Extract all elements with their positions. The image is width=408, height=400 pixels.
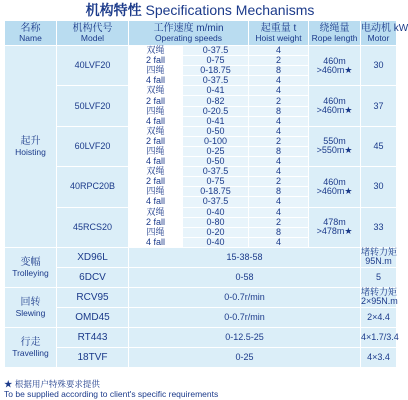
- category-hoisting: [5, 46, 57, 248]
- fall-label: 4 fall: [129, 116, 183, 126]
- weight-value: 8: [249, 227, 309, 237]
- fall-label: 2 fall: [129, 217, 183, 227]
- header-model: 机构代号 Model: [57, 21, 129, 46]
- speed-value: 0-75: [183, 56, 249, 66]
- speed-value: 0-41: [183, 86, 249, 96]
- rope-standard: 460m: [323, 55, 346, 66]
- model-code: 18TVF: [57, 347, 129, 367]
- category-zh: 起升: [20, 135, 41, 147]
- model-code: 40LVF20: [57, 46, 129, 86]
- speed-value: 0-37.5: [183, 197, 249, 207]
- rope-standard: 550m: [323, 136, 346, 147]
- motor-info: [361, 347, 397, 367]
- speed-value: 0-20.5: [183, 106, 249, 116]
- fall-label: 双绳: [129, 86, 183, 96]
- category-en: Trolleying: [12, 267, 49, 278]
- speed-value: 0-40: [183, 207, 249, 217]
- trolleying-row: [5, 267, 397, 287]
- rope-optional: >478m★: [316, 226, 353, 237]
- weight-value: 2: [249, 96, 309, 106]
- model-code: 50LVF20: [57, 86, 129, 126]
- category-en: Travelling: [12, 347, 49, 358]
- motor-info-line1: 2×4.4: [367, 311, 390, 322]
- rope-optional: >460m★: [316, 185, 353, 196]
- rope-length: [309, 167, 361, 207]
- speed-value: 0-25: [183, 146, 249, 156]
- header-row: [5, 21, 397, 46]
- header-name: 名称 Name: [5, 21, 57, 46]
- rope-length: [309, 126, 361, 166]
- category-zh: 行走: [20, 336, 41, 348]
- travelling-row: [5, 347, 397, 367]
- category-zh: 回转: [20, 296, 41, 308]
- fall-label: 4 fall: [129, 237, 183, 247]
- spec-table: [4, 20, 408, 368]
- motor-info-line2: 2×95N.m: [361, 296, 398, 307]
- model-code: 40RPC20B: [57, 167, 129, 207]
- weight-value: 4: [249, 76, 309, 86]
- motor-info-line2: 95N.m: [365, 256, 392, 267]
- weight-value: 4: [249, 197, 309, 207]
- speed-value: 0-40: [183, 237, 249, 247]
- footnote-en: To be supplied according to client's specific requirements: [4, 389, 219, 399]
- fall-label: 4 fall: [129, 157, 183, 167]
- model-code: 45RCS20: [57, 207, 129, 247]
- weight-value: 8: [249, 146, 309, 156]
- fall-label: 2 fall: [129, 177, 183, 187]
- fall-label: 4 fall: [129, 76, 183, 86]
- speed-value: 0-25: [129, 347, 361, 367]
- motor-info-line1: 堵转力矩: [361, 287, 398, 298]
- weight-value: 8: [249, 106, 309, 116]
- fall-label: 四绳: [129, 106, 183, 116]
- speed-value: 0-75: [183, 177, 249, 187]
- weight-value: 4: [249, 46, 309, 56]
- rope-optional: >550m★: [316, 145, 353, 156]
- motor-power: 45: [361, 126, 397, 166]
- category-zh: 变幅: [20, 256, 41, 268]
- motor-info: [361, 327, 397, 347]
- speed-value: 0-82: [183, 96, 249, 106]
- other-mechanisms-section: [5, 247, 397, 367]
- category-trolleying: [5, 247, 57, 287]
- header-weight: 起重量 t Hoist weight: [249, 21, 309, 46]
- fall-label: 四绳: [129, 187, 183, 197]
- trolleying-row: [5, 247, 397, 267]
- fall-label: 双绳: [129, 207, 183, 217]
- weight-value: 4: [249, 167, 309, 177]
- weight-value: 2: [249, 177, 309, 187]
- model-code: OMD45: [57, 307, 129, 327]
- speed-value: 0-50: [183, 157, 249, 167]
- rope-standard: 460m: [323, 176, 346, 187]
- motor-power: 30: [361, 167, 397, 207]
- hoist-row: [5, 207, 397, 217]
- rope-length: [309, 86, 361, 126]
- speed-value: 0-12.5-25: [129, 327, 361, 347]
- weight-value: 8: [249, 187, 309, 197]
- speed-value: 0-41: [183, 116, 249, 126]
- weight-value: 8: [249, 66, 309, 76]
- rope-standard: 478m: [323, 217, 346, 228]
- speed-value: 15-38-58: [129, 247, 361, 267]
- motor-info: [361, 267, 397, 287]
- speed-value: 0-50: [183, 126, 249, 136]
- fall-label: 双绳: [129, 126, 183, 136]
- speed-value: 0-18.75: [183, 66, 249, 76]
- motor-info: [361, 307, 397, 327]
- rope-standard: 460m: [323, 96, 346, 107]
- speed-value: 0-18.75: [183, 187, 249, 197]
- motor-info: [361, 247, 397, 267]
- fall-label: 2 fall: [129, 96, 183, 106]
- category-travelling: [5, 327, 57, 367]
- weight-value: 2: [249, 56, 309, 66]
- rope-optional: >460m★: [316, 64, 353, 75]
- speed-value: 0-58: [129, 267, 361, 287]
- rope-optional: >460m★: [316, 105, 353, 116]
- rope-length: [309, 207, 361, 247]
- speed-value: 0-37.5: [183, 46, 249, 56]
- motor-power: 33: [361, 207, 397, 247]
- footnote-zh: ★ 根据用户特殊要求提供: [4, 379, 100, 389]
- category-en: Slewing: [15, 307, 46, 318]
- speed-value: 0-37.5: [183, 76, 249, 86]
- motor-info-line1: 4×3.4: [367, 351, 390, 362]
- motor-info-line1: 堵转力矩: [361, 247, 398, 258]
- category-en: Hoisting: [15, 146, 46, 157]
- speed-value: 0-80: [183, 217, 249, 227]
- category-slewing: [5, 287, 57, 327]
- header-speed: 工作速度 m/min Operating speeds: [129, 21, 249, 46]
- slewing-row: [5, 287, 397, 307]
- model-code: RT443: [57, 327, 129, 347]
- weight-value: 4: [249, 126, 309, 136]
- title-en: Specifications Mechanisms: [145, 2, 315, 18]
- fall-label: 四绳: [129, 227, 183, 237]
- speed-value: 0-0.7r/min: [129, 307, 361, 327]
- slewing-row: [5, 307, 397, 327]
- travelling-row: [5, 327, 397, 347]
- speed-value: 0-37.5: [183, 167, 249, 177]
- weight-value: 4: [249, 157, 309, 167]
- hoist-row: [5, 46, 397, 56]
- motor-power: 37: [361, 86, 397, 126]
- motor-info-line1: 4×1.7/3.4: [361, 331, 399, 342]
- motor-info-line1: 5: [375, 271, 381, 282]
- fall-label: 2 fall: [129, 136, 183, 146]
- weight-value: 2: [249, 136, 309, 146]
- hoisting-section: [5, 46, 397, 248]
- hoist-row: [5, 86, 397, 96]
- motor-info: [361, 287, 397, 307]
- motor-power: 30: [361, 46, 397, 86]
- weight-value: 4: [249, 207, 309, 217]
- title-zh: 机构特性: [85, 2, 142, 18]
- hoist-row: [5, 126, 397, 136]
- weight-value: 4: [249, 116, 309, 126]
- header-motor: 电动机 kW Motor: [361, 21, 397, 46]
- model-code: 6DCV: [57, 267, 129, 287]
- model-code: XD96L: [57, 247, 129, 267]
- model-code: 60LVF20: [57, 126, 129, 166]
- footnote: [4, 379, 396, 399]
- page-title: [4, 2, 396, 18]
- weight-value: 2: [249, 217, 309, 227]
- speed-value: 0-20: [183, 227, 249, 237]
- fall-label: 双绳: [129, 167, 183, 177]
- fall-label: 双绳: [129, 46, 183, 56]
- fall-label: 四绳: [129, 146, 183, 156]
- speed-value: 0-0.7r/min: [129, 287, 361, 307]
- header-rope: 绕绳量 Rope length: [309, 21, 361, 46]
- speed-value: 0-100: [183, 136, 249, 146]
- fall-label: 4 fall: [129, 197, 183, 207]
- fall-label: 2 fall: [129, 56, 183, 66]
- hoist-row: [5, 167, 397, 177]
- rope-length: [309, 46, 361, 86]
- model-code: RCV95: [57, 287, 129, 307]
- weight-value: 4: [249, 237, 309, 247]
- weight-value: 4: [249, 86, 309, 96]
- fall-label: 四绳: [129, 66, 183, 76]
